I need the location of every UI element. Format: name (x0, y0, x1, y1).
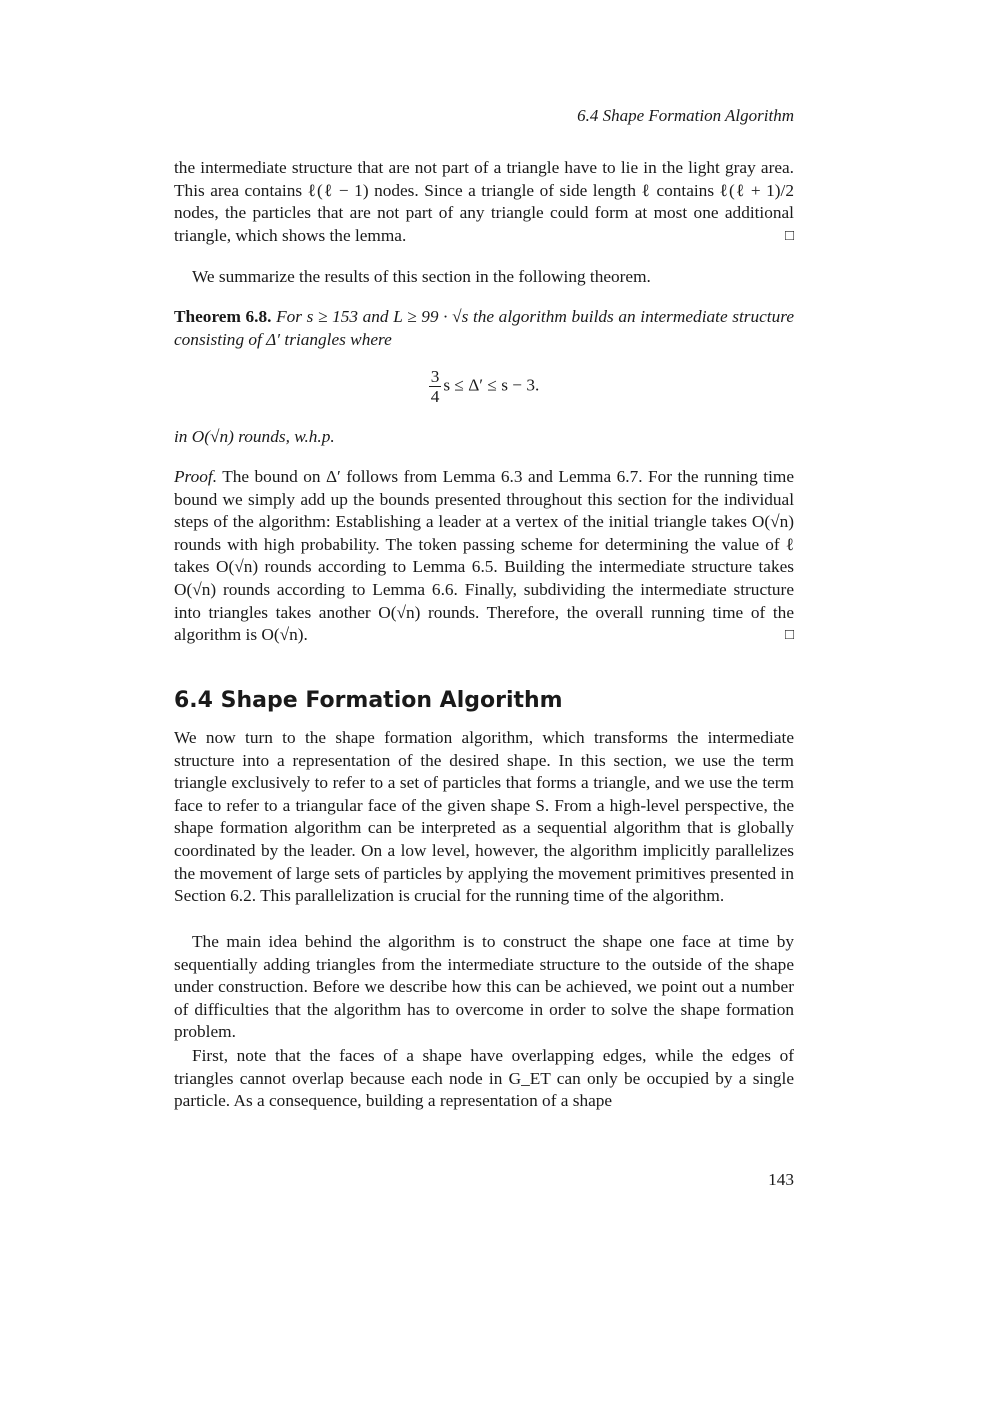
section-heading: 6.4 Shape Formation Algorithm (174, 688, 563, 713)
running-head: 6.4 Shape Formation Algorithm (577, 106, 794, 125)
section-paragraph-3: First, note that the faces of a shape have overlapping edges, while the edges of triangles cannot overlap because each node in G_ET can only be occupied by a single particle. As a consequence, building a representation of a shape (174, 1046, 794, 1111)
paragraph-text: the intermediate structure that are not part of a triangle have to lie in the light gray area. This area contains ℓ(ℓ − 1) nodes. Since a triangle of side length ℓ contains ℓ(ℓ + 1)/2 nodes, the particles that are not part of any triangle could form at most one additional triangle, which shows the lemma. (174, 158, 794, 245)
qed-symbol: □ (784, 627, 794, 644)
paragraph-summary: We summarize the results of this section in the following theorem. (192, 267, 651, 286)
equation-rest: s ≤ Δ′ ≤ s − 3. (443, 375, 540, 395)
theorem-label: Theorem 6.8. (174, 307, 272, 326)
qed-symbol: □ (784, 227, 794, 244)
section-paragraph-1: We now turn to the shape formation algorithm, which transforms the intermediate structure into a representation of the desired shape. In this section, we use the term triangle exclusively to refer to a set of particles that forms a triangle, and we use the term face to refer to a triangular face of the given shape S. From a high-level perspective, the shape formation algorithm can be interpreted as a sequential algorithm that is globally coordinated by the leader. On a low level, however, the algorithm implicitly parallelizes the movement of large sets of particles by applying the movement primitives presented in Section 6.2. This parallelization is crucial for the running time of the algorithm. (174, 728, 794, 906)
proof-paragraph (174, 466, 794, 647)
theorem-equation (174, 367, 794, 406)
theorem-text: For s ≥ 153 and L ≥ 99 · √s the algorithm builds an intermediate structure consisting of Δ′ triangles where (174, 307, 795, 349)
fraction (429, 367, 442, 406)
fraction-denominator: 4 (430, 387, 440, 406)
theorem-statement-end: in O(√n) rounds, w.h.p. (174, 427, 335, 446)
fraction-numerator: 3 (430, 367, 440, 386)
page-number: 143 (768, 1170, 794, 1189)
paragraph-lemma-end (174, 157, 794, 247)
proof-label: Proof. (174, 467, 218, 486)
theorem-statement (174, 306, 794, 351)
section-paragraph-2: The main idea behind the algorithm is to construct the shape one face at time by sequentially adding triangles from the intermediate structure to the outside of the shape under construction. Before we describe how this can be achieved, we point out a number of difficulties that the algorithm has to overcome in order to solve the shape formation problem. (174, 932, 794, 1042)
proof-text: The bound on Δ′ follows from Lemma 6.3 and Lemma 6.7. For the running time bound we simply add up the bounds presented throughout this section for the individual steps of the algorithm: Establishing a leader at a vertex of the initial triangle takes O(√n) rounds with high probability. The token passing scheme for determining the value of ℓ takes O(√n) rounds according to Lemma 6.5. Building the intermediate structure takes O(√n) rounds according to Lemma 6.6. Finally, subdividing the intermediate structure into triangles takes another O(√n) rounds. Therefore, the overall running time of the algorithm is O(√n). (174, 467, 794, 645)
